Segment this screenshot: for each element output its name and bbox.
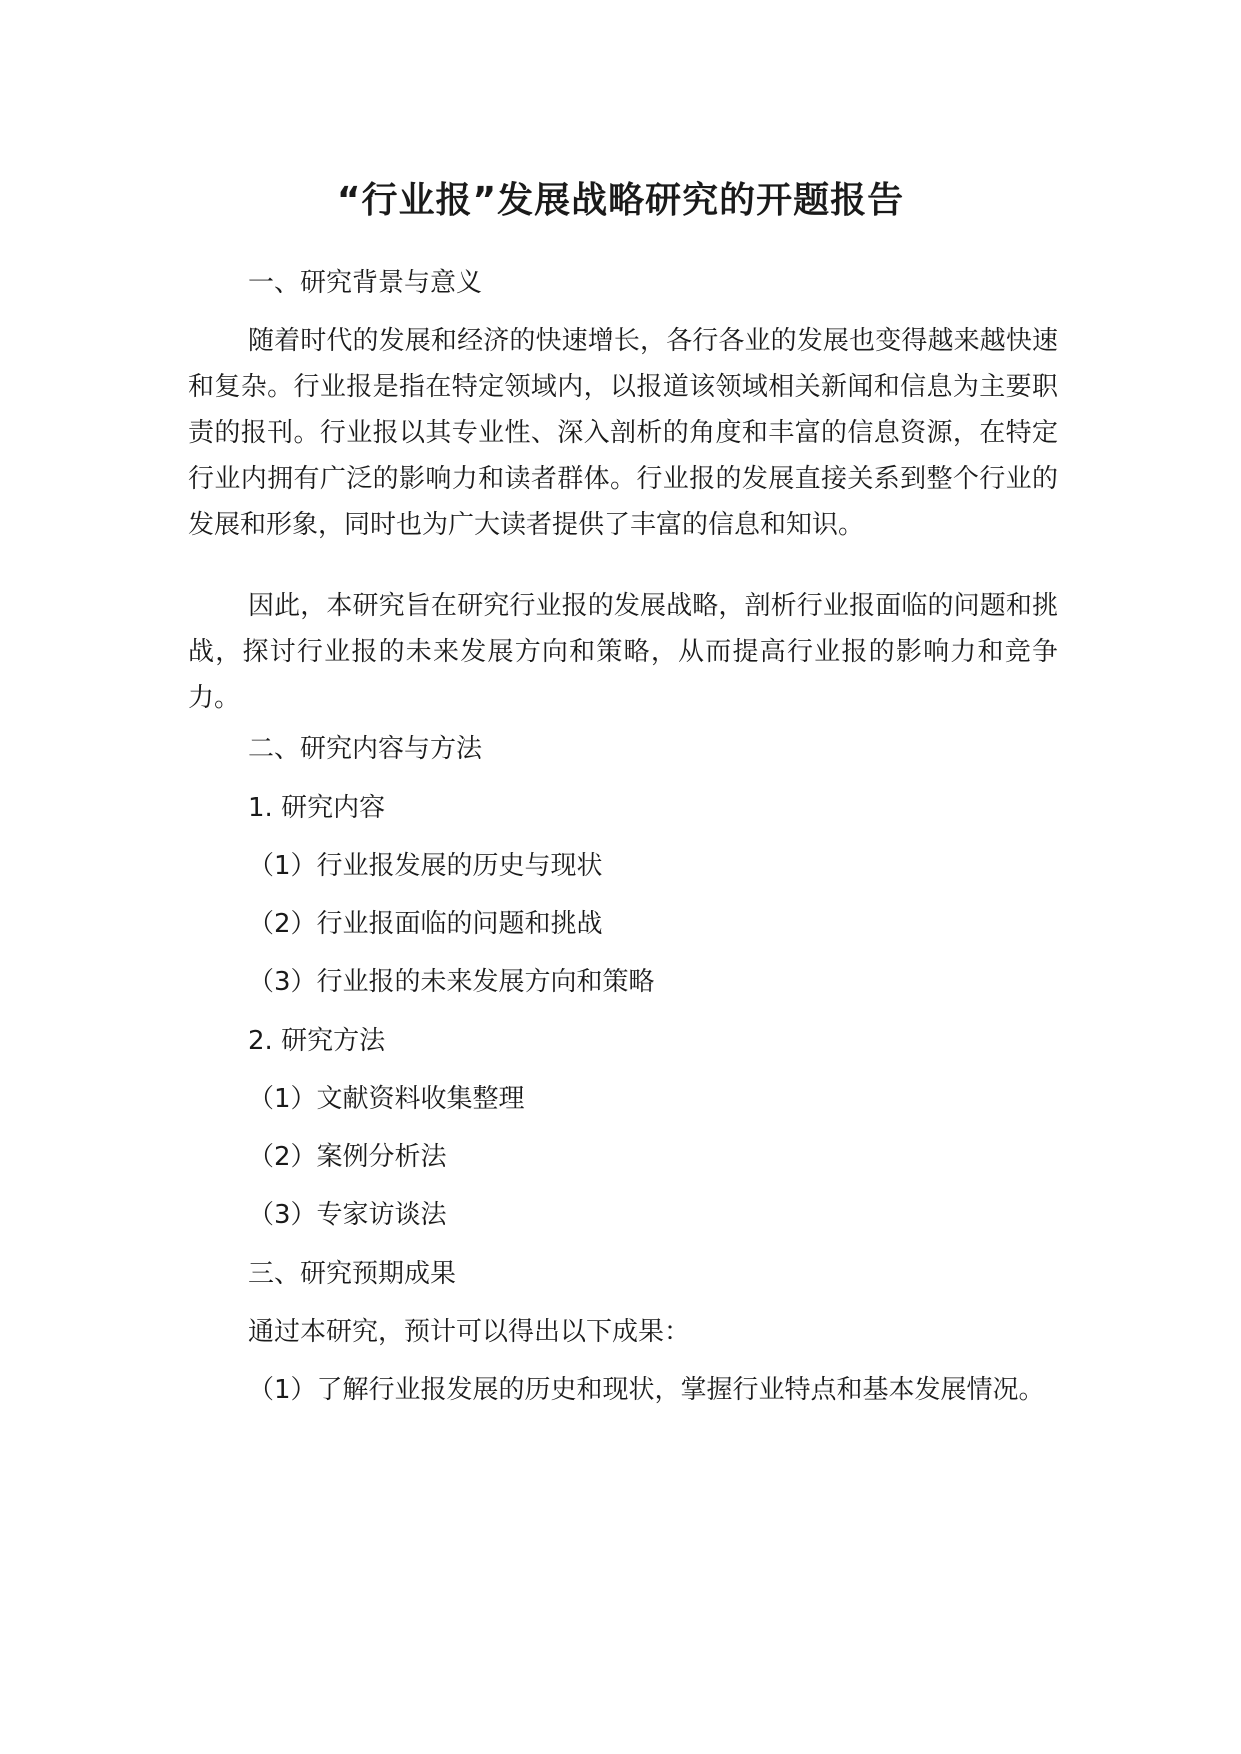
document-title: “行业报”发展战略研究的开题报告 xyxy=(336,180,905,221)
research-method-heading: 2. 研究方法 xyxy=(248,1026,386,1056)
section-1-paragraph-2: 因此，本研究旨在研究行业报的发展战略，剖析行业报面临的问题和挑战，探讨行业报的未来发展方向和策略，从而提高行业报的影响力和竞争力。 xyxy=(188,591,1058,713)
research-method-item: （3）专家访谈法 xyxy=(248,1200,447,1230)
section-3-heading: 三、研究预期成果 xyxy=(248,1259,457,1289)
research-content-item: （2）行业报面临的问题和挑战 xyxy=(248,909,603,939)
research-content-item: （3）行业报的未来发展方向和策略 xyxy=(248,967,655,997)
section-1-paragraph-1: 随着时代的发展和经济的快速增长，各行各业的发展也变得越来越快速和复杂。行业报是指在特定领域内，以报道该领域相关新闻和信息为主要职责的报刊。行业报以其专业性、深入剖析的角度和丰富的信息资源，在特定行业内拥有广泛的影响力和读者群体。行业报的发展直接关系到整个行业的发展和形象，同时也为广大读者提供了丰富的信息和知识。 xyxy=(188,326,1058,540)
expected-result-item: （1）了解行业报发展的历史和现状，掌握行业特点和基本发展情况。 xyxy=(248,1375,1045,1405)
research-content-item: （1）行业报发展的历史与现状 xyxy=(248,851,603,881)
research-method-item: （1）文献资料收集整理 xyxy=(248,1084,525,1114)
section-1-heading: 一、研究背景与意义 xyxy=(248,268,483,298)
research-content-heading: 1. 研究内容 xyxy=(248,793,386,823)
section-2-heading: 二、研究内容与方法 xyxy=(248,734,483,764)
section-3-intro: 通过本研究，预计可以得出以下成果： xyxy=(248,1317,691,1347)
research-method-item: （2）案例分析法 xyxy=(248,1142,447,1172)
